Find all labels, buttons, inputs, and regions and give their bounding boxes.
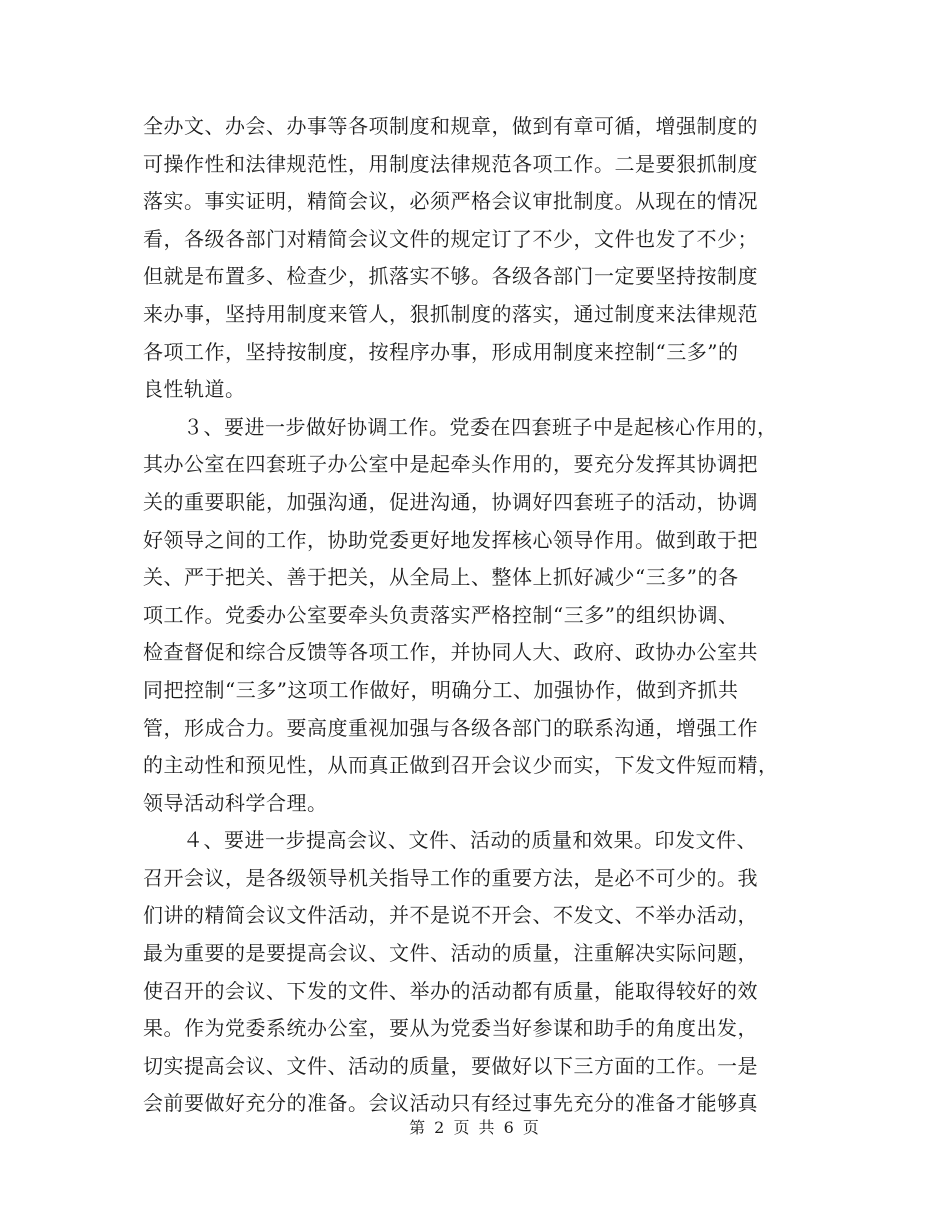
body-text — [143, 108, 813, 1123]
text-line: 检查督促和综合反馈等各项工作，并协同人大、政府、政协办公室共 — [143, 640, 758, 665]
text-line: 管，形成合力。要高度重视加强与各级各部门的联系沟通，增强工作 — [143, 715, 758, 740]
text-line: 使召开的会议、下发的文件、举办的活动都有质量，能取得较好的效 — [143, 978, 758, 1003]
text-line: 好领导之间的工作，协助党委更好地发挥核心领导作用。做到敢于把 — [143, 527, 758, 552]
text-line: 切实提高会议、文件、活动的质量，要做好以下三方面的工作。一是 — [143, 1053, 758, 1078]
text-line: 但就是布置多、检查少，抓落实不够。各级各部门一定要坚持按制度 — [143, 264, 758, 289]
text-line: 项工作。党委办公室要牵头负责落实严格控制“三多”的组织协调、 — [143, 602, 739, 627]
text-line: 最为重要的是要提高会议、文件、活动的质量，注重解决实际问题， — [143, 941, 758, 966]
paragraph-start-line: ３、要进一步做好协调工作。党委在四套班子中是起核心作用的， — [183, 414, 778, 439]
text-line: 同把控制“三多”这项工作做好，明确分工、加强协作，做到齐抓共 — [143, 677, 739, 702]
text-line: 良性轨道。 — [143, 377, 246, 402]
text-line: 的主动性和预见性，从而真正做到召开会议少而实，下发文件短而精， — [143, 753, 779, 778]
text-line: 会前要做好充分的准备。会议活动只有经过事先充分的准备才能够真 — [143, 1091, 758, 1116]
paragraph-start-line: ４、要进一步提高会议、文件、活动的质量和效果。印发文件、 — [183, 828, 757, 853]
text-line: 其办公室在四套班子办公室中是起牵头作用的，要充分发挥其协调把 — [143, 452, 758, 477]
text-line: 各项工作，坚持按制度，按程序办事，形成用制度来控制“三多”的 — [143, 339, 739, 364]
text-line: 看，各级各部门对精简会议文件的规定订了不少，文件也发了不少； — [143, 226, 758, 251]
text-line: 关、严于把关、善于把关，从全局上、整体上抓好减少“三多”的各 — [143, 565, 739, 590]
text-line: 来办事，坚持用制度来管人，狠抓制度的落实，通过制度来法律规范 — [143, 301, 758, 326]
page-number-footer: 第 2 页 共 6 页 — [409, 1118, 541, 1137]
text-line: 领导活动科学合理。 — [143, 790, 328, 815]
text-line: 关的重要职能，加强沟通，促进沟通，协调好四套班子的活动，协调 — [143, 489, 758, 514]
text-line: 召开会议，是各级领导机关指导工作的重要方法，是必不可少的。我 — [143, 865, 758, 890]
text-line: 全办文、办会、办事等各项制度和规章，做到有章可循，增强制度的 — [143, 114, 758, 138]
text-line: 们讲的精简会议文件活动，并不是说不开会、不发文、不举办活动， — [143, 903, 758, 928]
text-line: 可操作性和法律规范性，用制度法律规范各项工作。二是要狠抓制度 — [143, 151, 758, 176]
text-line: 落实。事实证明，精简会议，必须严格会议审批制度。从现在的情况 — [143, 189, 758, 214]
text-line: 果。作为党委系统办公室，要从为党委当好参谋和助手的角度出发， — [143, 1016, 758, 1041]
